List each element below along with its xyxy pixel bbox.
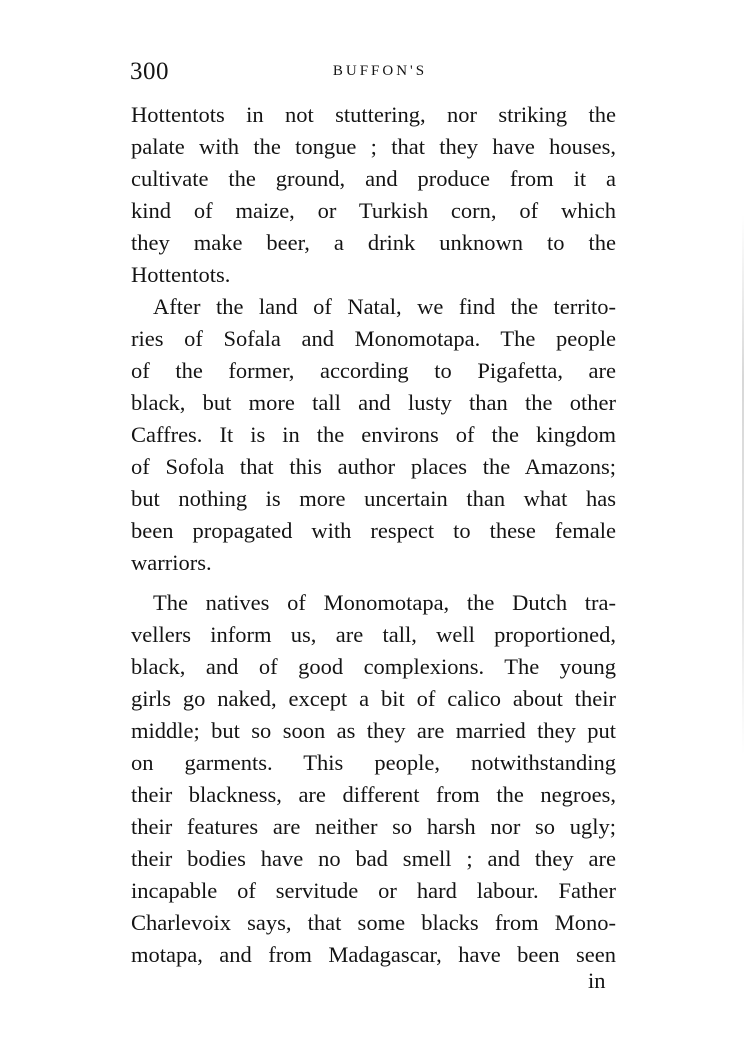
text-line: their features are neither so harsh nor so ugly;: [131, 814, 616, 839]
text-line: their blackness, are different from the negroes,: [131, 782, 616, 807]
text-line: Caffres. It is in the environs of the kingdom: [131, 422, 616, 447]
text-line: cultivate the ground, and produce from it a: [131, 166, 616, 191]
text-line: been propagated with respect to these female: [131, 518, 616, 543]
text-line: but nothing is more uncertain than what has: [131, 486, 616, 511]
text-line: Hottentots.: [131, 262, 231, 287]
page-edge-shadow: [742, 215, 744, 755]
paragraph: [131, 99, 616, 291]
text-line: black, but more tall and lusty than the other: [131, 390, 616, 415]
text-line: girls go naked, except a bit of calico about their: [131, 686, 616, 711]
text-line: kind of maize, or Turkish corn, of which: [131, 198, 616, 223]
paragraph: [131, 587, 616, 971]
running-head: BUFFON'S: [332, 63, 428, 79]
text-line: Charlevoix says, that some blacks from Mono-: [131, 910, 616, 935]
text-line: of the former, according to Pigafetta, are: [131, 358, 616, 383]
text-line: motapa, and from Madagascar, have been seen: [131, 942, 616, 967]
paragraph: [131, 291, 616, 579]
text-line: ries of Sofala and Monomotapa. The people: [131, 326, 616, 351]
text-line: Hottentots in not stuttering, nor striking the: [131, 102, 616, 127]
text-line: of Sofola that this author places the Amazons;: [131, 454, 616, 479]
text-line: they make beer, a drink unknown to the: [131, 230, 616, 255]
text-line: vellers inform us, are tall, well proportioned,: [131, 622, 616, 647]
catchword: in: [588, 968, 606, 993]
text-line: black, and of good complexions. The young: [131, 654, 616, 679]
text-line: middle; but so soon as they are married they put: [131, 718, 616, 743]
text-line: palate with the tongue ; that they have houses,: [131, 134, 616, 159]
text-line: incapable of servitude or hard labour. Father: [131, 878, 616, 903]
text-line: on garments. This people, notwithstanding: [131, 750, 616, 775]
text-line: their bodies have no bad smell ; and they are: [131, 846, 616, 871]
text-line: The natives of Monomotapa, the Dutch tra-: [153, 590, 616, 615]
page-number: 300: [130, 58, 169, 85]
text-line: After the land of Natal, we find the territo-: [153, 294, 616, 319]
body-text: [131, 99, 616, 971]
text-line: warriors.: [131, 550, 212, 575]
